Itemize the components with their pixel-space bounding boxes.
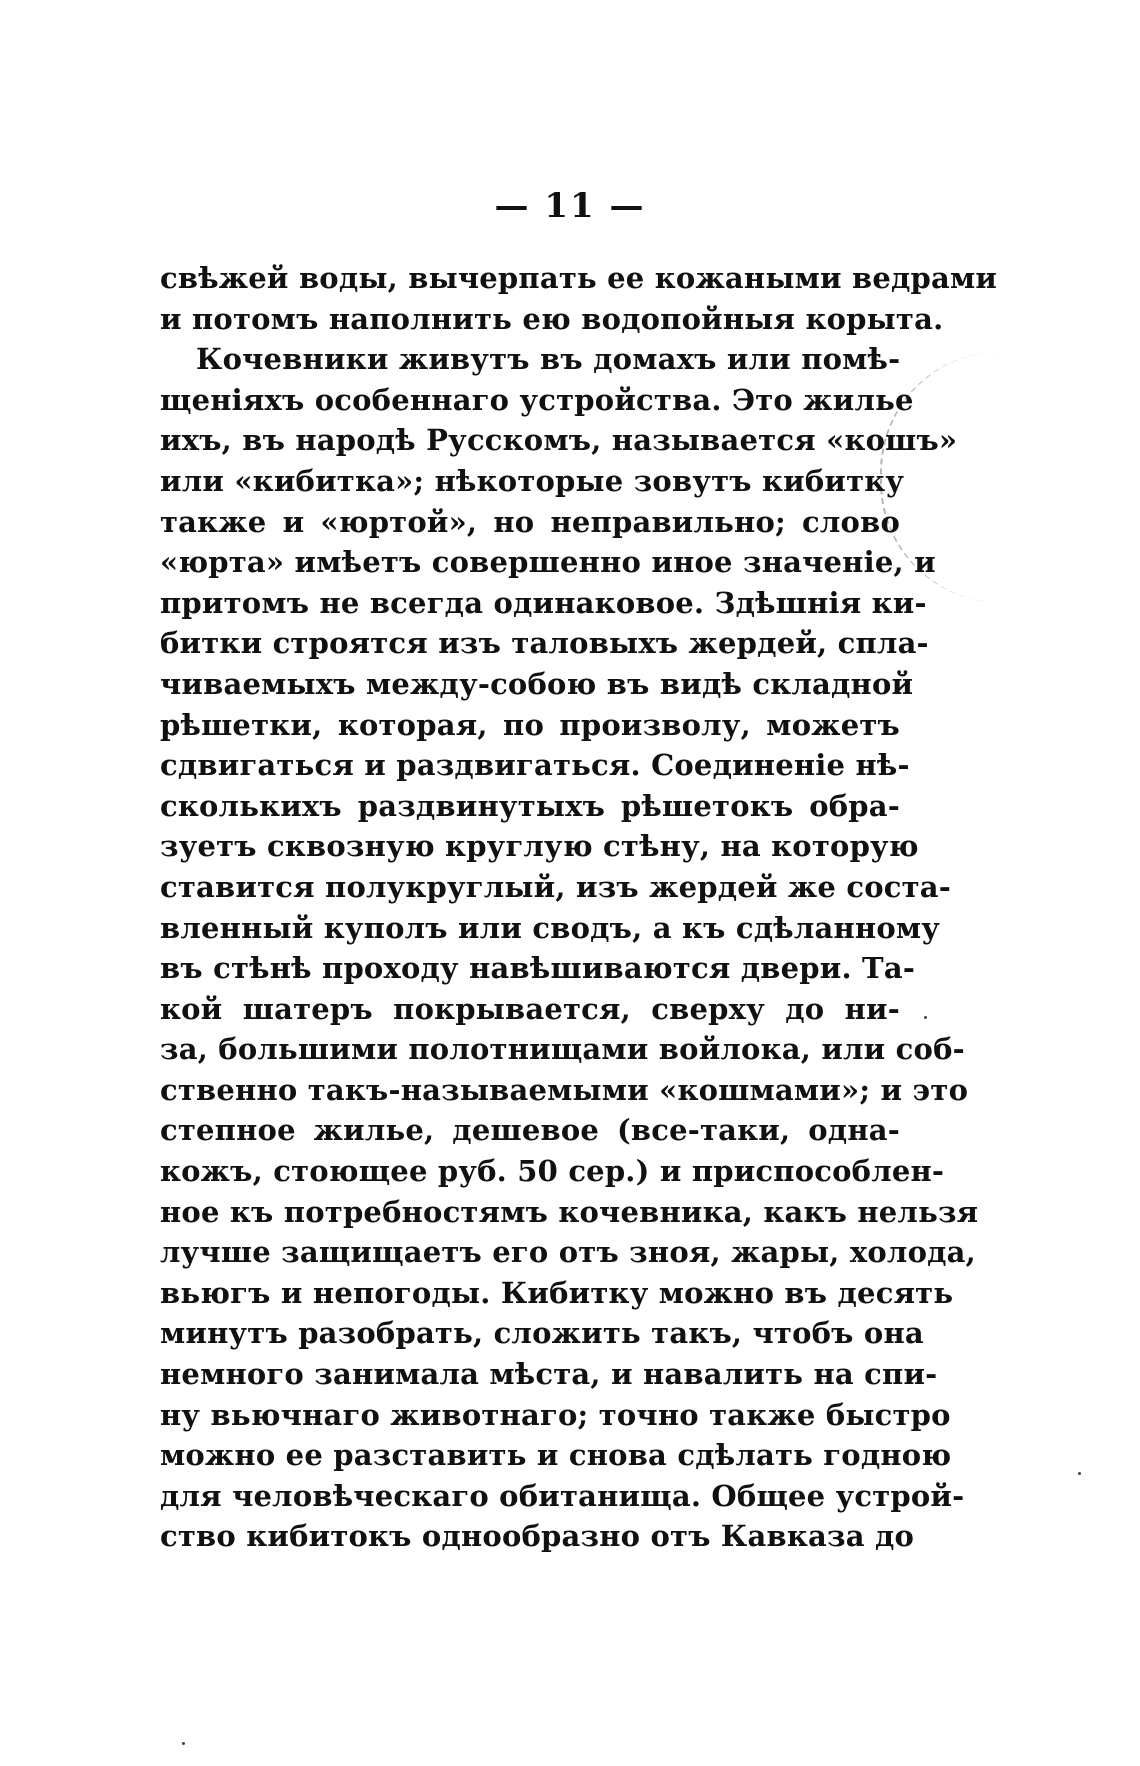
text-line: ставится полукруглый, изъ жердей же соста-	[160, 869, 952, 904]
text-line: ство кибитокъ однообразно отъ Кавказа до	[160, 1519, 915, 1554]
text-line: вленный куполъ или сводъ, а къ сдѣланному	[160, 910, 941, 945]
text-line: ну вьючнаго животнаго; точно также быстро	[160, 1397, 951, 1432]
print-speck	[182, 1742, 185, 1745]
text-line: можно ее разставить и снова сдѣлать годною	[160, 1438, 952, 1473]
page-number: — 11 —	[494, 186, 646, 226]
text-line: «юрта» имѣетъ совершенно иное значеніе, и	[160, 545, 936, 580]
text-line: чиваемыхъ между-собою въ видѣ складной	[160, 666, 914, 701]
text-line: Кочевники живутъ въ домахъ или помѣ-	[196, 342, 901, 377]
text-line: и потомъ наполнить ею водопойныя корыта.	[160, 301, 944, 336]
print-speck	[1078, 1472, 1081, 1475]
text-line: степное жилье, дешевое (все-таки, одна-	[160, 1113, 900, 1148]
text-line: битки строятся изъ таловыхъ жердей, спла-	[160, 626, 929, 661]
text-line: притомъ не всегда одинаковое. Здѣшнія ки-	[160, 585, 927, 620]
text-line: вьюгъ и непогоды. Кибитку можно въ десять	[160, 1275, 954, 1310]
text-line: кой шатеръ покрывается, сверху до ни-	[160, 991, 900, 1026]
text-line: также и «юртой», но неправильно; слово	[160, 504, 900, 539]
text-line: свѣжей воды, вычерпать ее кожаными ведрами	[160, 261, 998, 295]
text-line: лучше защищаетъ его отъ зноя, жары, холода,	[160, 1235, 976, 1270]
text-line: щеніяхъ особеннаго устройства. Это жилье	[160, 382, 914, 417]
text-line: или «кибитка»; нѣкоторые зовутъ кибитку	[160, 463, 905, 498]
text-line: ственно такъ-называемыми «кошмами»; и это	[160, 1072, 969, 1107]
text-line: ное къ потребностямъ кочевника, какъ нельзя	[160, 1194, 979, 1229]
text-line: для человѣческаго обитанища. Общее устрой-	[160, 1478, 965, 1513]
text-line: въ стѣнѣ проходу навѣшиваются двери. Та-	[160, 951, 916, 986]
text-line: минутъ разобрать, сложить такъ, чтобъ она	[160, 1316, 924, 1351]
text-line: сколькихъ раздвинутыхъ рѣшетокъ обра-	[160, 788, 900, 823]
text-line: ихъ, въ народѣ Русскомъ, называется «кошъ»	[160, 423, 958, 458]
body-text	[160, 258, 998, 1557]
text-line: кожъ, стоющее руб. 50 сер.) и приспособлен-	[160, 1154, 945, 1189]
text-line: немного занимала мѣста, и навалить на спи-	[160, 1357, 938, 1392]
print-speck	[924, 1016, 927, 1019]
text-line: за, большими полотнищами войлока, или соб-	[160, 1032, 965, 1067]
text-line: зуетъ сквозную круглую стѣну, на которую	[160, 829, 919, 864]
text-line: сдвигаться и раздвигаться. Соединеніе нѣ-	[160, 748, 910, 783]
text-line: рѣшетки, которая, по произволу, можетъ	[160, 707, 900, 742]
